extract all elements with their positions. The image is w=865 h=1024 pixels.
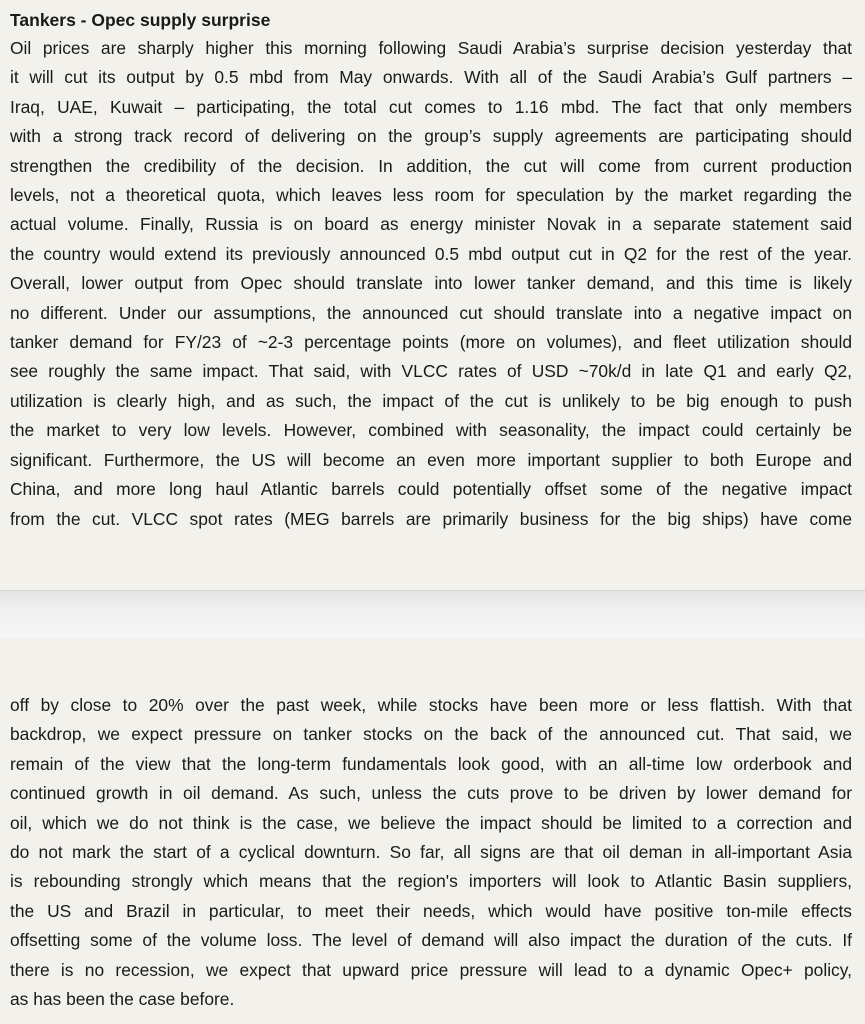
text-line: significant. Furthermore, the US will become an even more important supplier to both Europe and: [10, 449, 852, 470]
text-line: actual volume. Finally, Russia is on board as energy minister Novak in a separate statement said: [10, 214, 852, 235]
text-line: is rebounding strongly which means that the region's importers will look to Atlantic Basin suppliers,: [10, 871, 852, 892]
text-line: China, and more long haul Atlantic barrels could potentially offset some of the negative impact: [10, 479, 852, 500]
text-line: remain of the view that the long-term fundamentals look good, with an all-time low orderbook and: [10, 753, 852, 774]
text-line: Iraq, UAE, Kuwait – participating, the total cut comes to 1.16 mbd. The fact that only members: [10, 96, 852, 117]
text-line: Overall, lower output from Opec should translate into lower tanker demand, and this time is likely: [10, 273, 852, 294]
article-body-page-2: [10, 691, 852, 1014]
text-line: as has been the case before.: [10, 989, 235, 1010]
text-line: with a strong track record of delivering on the group’s supply agreements are participating should: [10, 126, 852, 147]
text-line: tanker demand for FY/23 of ~2-3 percentage points (more on volumes), and fleet utilization should: [10, 332, 852, 353]
text-line: see roughly the same impact. That said, with VLCC rates of USD ~70k/d in late Q1 and early Q2,: [10, 361, 852, 382]
text-line: no different. Under our assumptions, the announced cut should translate into a negative impact on: [10, 302, 852, 323]
text-line: the market to very low levels. However, combined with seasonality, the impact could certainly be: [10, 420, 852, 441]
text-line: the country would extend its previously announced 0.5 mbd output cut in Q2 for the rest of the year.: [10, 243, 852, 264]
text-line: continued growth in oil demand. As such, unless the cuts prove to be driven by lower demand for: [10, 783, 852, 804]
article-body-page-1: [10, 34, 852, 534]
text-line: do not mark the start of a cyclical downturn. So far, all signs are that oil deman in all-important Asia: [10, 842, 852, 863]
text-line: there is no recession, we expect that upward price pressure will lead to a dynamic Opec+ policy,: [10, 959, 852, 980]
text-line: offsetting some of the volume loss. The level of demand will also impact the duration of the cuts. If: [10, 930, 852, 951]
page-separator: [0, 590, 865, 639]
text-line: levels, not a theoretical quota, which leaves less room for speculation by the market regarding the: [10, 185, 852, 206]
text-line: Oil prices are sharply higher this morning following Saudi Arabia’s surprise decision yesterday that: [10, 38, 852, 58]
text-line: the US and Brazil in particular, to meet their needs, which would have positive ton-mile effects: [10, 900, 852, 921]
text-line: backdrop, we expect pressure on tanker stocks on the back of the announced cut. That said, we: [10, 724, 852, 745]
text-line: strengthen the credibility of the decision. In addition, the cut will come from current production: [10, 155, 852, 176]
text-line: utilization is clearly high, and as such, the impact of the cut is unlikely to be big enough to push: [10, 390, 852, 411]
text-line: off by close to 20% over the past week, while stocks have been more or less flattish. With that: [10, 695, 852, 715]
text-line: from the cut. VLCC spot rates (MEG barrels are primarily business for the big ships) have come: [10, 508, 852, 529]
article-title: Tankers - Opec supply surprise: [10, 10, 271, 30]
text-line: oil, which we do not think is the case, we believe the impact should be limited to a correction and: [10, 812, 852, 833]
text-line: it will cut its output by 0.5 mbd from May onwards. With all of the Saudi Arabia’s Gulf partners –: [10, 67, 852, 88]
